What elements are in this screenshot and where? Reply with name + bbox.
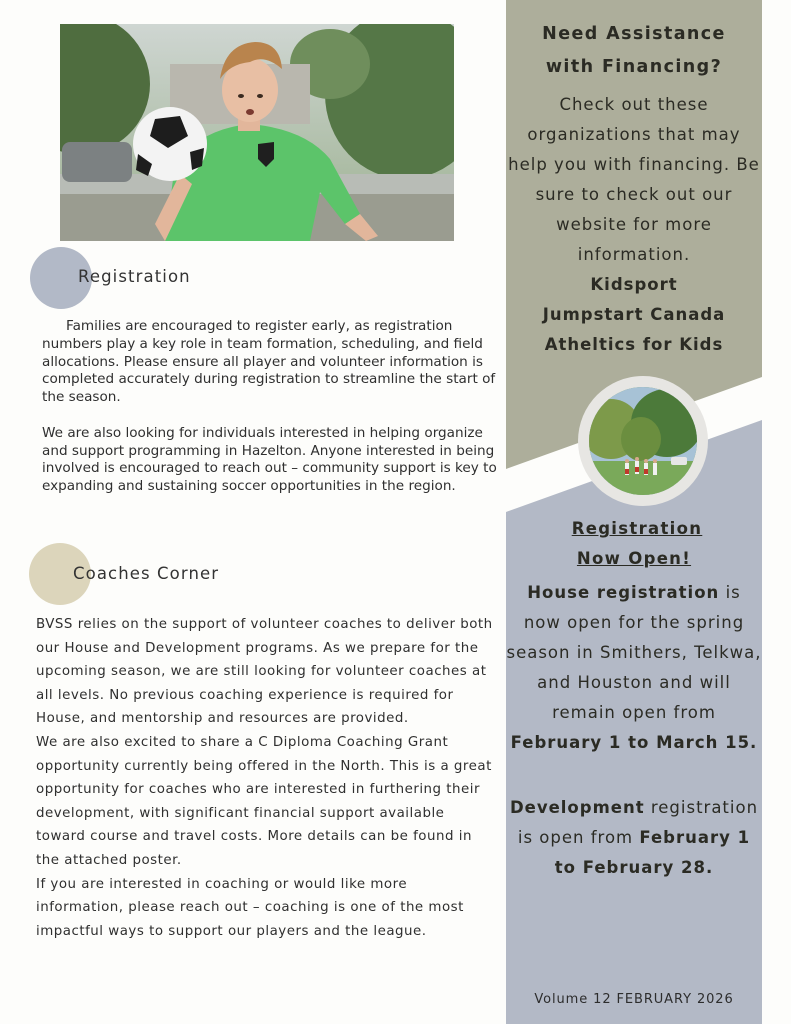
financing-title-line-1: Need Assistance bbox=[542, 24, 726, 44]
field-photo-image bbox=[589, 387, 697, 495]
development-registration-label: Development bbox=[509, 797, 645, 817]
financing-title-line-2: with Financing? bbox=[545, 57, 723, 77]
financing-panel bbox=[506, 18, 762, 360]
coaches-corner-heading-label: Coaches Corner bbox=[73, 564, 220, 583]
organization-kidsport: Kidsport bbox=[590, 275, 678, 294]
development-registration-text bbox=[506, 793, 762, 883]
registration-heading-label: Registration bbox=[78, 267, 191, 286]
house-registration-text bbox=[506, 578, 762, 759]
registration-open-panel bbox=[506, 514, 762, 883]
registration-open-headline-line-2: Now Open! bbox=[576, 549, 692, 568]
field-photo-circle bbox=[578, 376, 708, 506]
organization-jumpstart: Jumpstart Canada bbox=[542, 305, 726, 324]
development-registration-dates: February 1 to February 28. bbox=[554, 827, 751, 877]
hero-photo bbox=[60, 24, 454, 241]
registration-paragraph: Families are encouraged to register early, as registration numbers play a key role in team formation, scheduling, and field allocations. Please ensure all player and volunteer information is completed accurately during registration to streamline the start of the season. bbox=[42, 318, 496, 406]
house-registration-details: is now open for the spring season in Smithers, Telkwa, and Houston and will remain open from bbox=[506, 583, 762, 723]
coaches-paragraph: If you are interested in coaching or would like more information, please reach out – coaching is one of the most impactful ways to support our players and the league. bbox=[36, 876, 464, 939]
registration-body bbox=[42, 318, 500, 496]
coaches-corner-body bbox=[36, 613, 498, 943]
organization-athletics-for-kids: Atheltics for Kids bbox=[544, 335, 724, 354]
financing-body: Check out these organizations that may help you with financing. Be sure to check out our website for more information. bbox=[508, 95, 760, 264]
development-registration-details: registration is open from bbox=[517, 797, 759, 847]
volume-footer: Volume 12 FEBRUARY 2026 bbox=[534, 992, 734, 1007]
house-registration-dates: February 1 to March 15. bbox=[510, 733, 758, 753]
registration-open-headline-line-1: Registration bbox=[571, 519, 703, 538]
coaches-paragraph: We are also excited to share a C Diploma Coaching Grant opportunity currently being offered in the North. This is a great opportunity for coaches who are interested in furthering their development, with significant financial support available toward course and travel costs. More details can be found in the attached poster. bbox=[36, 734, 492, 868]
registration-paragraph: We are also looking for individuals interested in helping organize and support programming in Hazelton. Anyone interested in being involved is encouraged to reach out – community support is key to expanding and sustaining soccer opportunities in the region. bbox=[42, 424, 497, 495]
soccer-player-image bbox=[60, 24, 454, 241]
sidebar bbox=[506, 0, 762, 1024]
coaches-paragraph: BVSS relies on the support of volunteer coaches to deliver both our House and Development programs. As we prepare for the upcoming season, we are still looking for volunteer coaches at all levels. No previous coaching experience is required for House, and mentorship and resources are provided. bbox=[36, 617, 493, 727]
house-registration-label: House registration bbox=[527, 583, 720, 602]
